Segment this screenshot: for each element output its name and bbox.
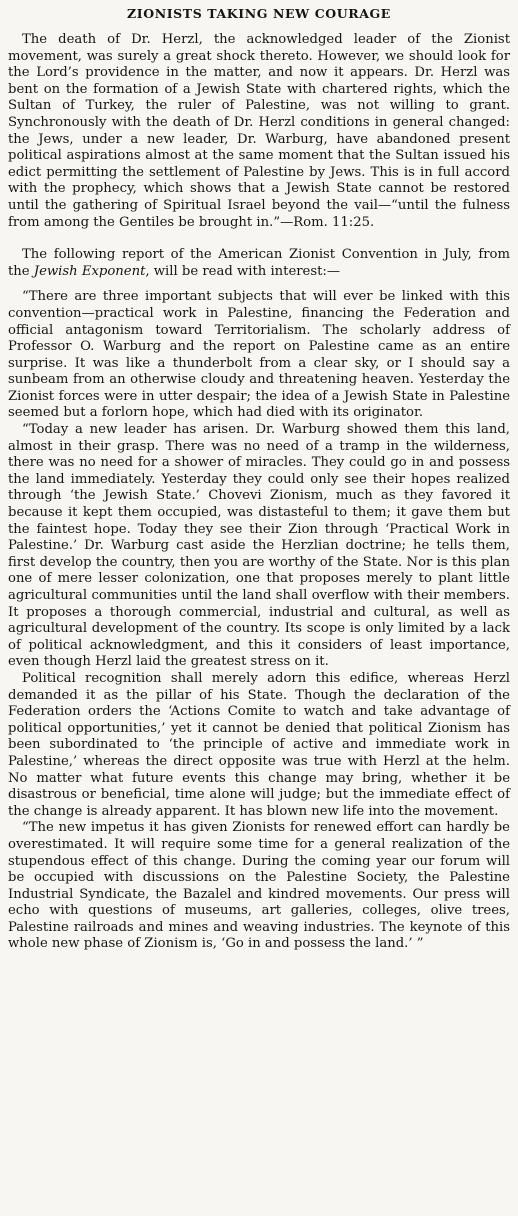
- paragraph-report-intro: [8, 247, 510, 280]
- paragraph-text: “Today a new leader has arisen. Dr. Warburg showed them this land, almost in their grasp. There was no need of a tramp in the wilderness, there was no need for a shower of miracles. They could go in and possess the land immediately. Yesterday they could only see their hopes realized through ‘the Jewish State.’ Chovevi Zionism, much as they favored it because it kept them occupied, was distasteful to them; it gave them but the faintest hope. Today they see their Zion through ‘Practical Work in Palestine.’ Dr. Warburg cast aside the Herzlian doctrine; he tells them, first develop the country, then you are worthy of the State. Nor is this plan one of mere lesser colonization, one that proposes merely to plant little agricultural communities until the land shall overflow with their members. It proposes a thorough commercial, industrial and cultural, as well as agricultural development of the country. Its scope is only limited by a lack of political acknowledgment, and this it considers of least importance, even though Herzl laid the greatest stress on it.: [8, 422, 510, 670]
- paragraph-new-leader: [8, 422, 510, 671]
- paragraph-text: , will be read with interest:—: [145, 263, 341, 279]
- paragraph-text: The death of Dr. Herzl, the acknowledged leader of the Zionist movement, was surely a great shock thereto. However, we should look for the Lord’s providence in the matter, and now it appears. Dr. Herzl was bent on the formation of a Jewish State with chartered rights, which the Sultan of Turkey, the ruler of Palestine, was not willing to grant. Synchronously with the death of Dr. Herzl conditions in general changed: the Jews, under a new leader, Dr. Warburg, have abandoned present political aspirations almost at the same moment that the Sultan issued his edict permitting the settlement of Palestine by Jews. This is in full accord with the prophecy, which shows that a Jewish State cannot be restored until the gathering of Spiritual Israel beyond the vail—“until the fulness from among the Gentiles be brought in.”—Rom. 11:25.: [8, 32, 510, 230]
- paragraph-text: Political recognition shall merely adorn this edifice, whereas Herzl demanded it as the pillar of his State. Though the declaration of the Federation orders the ‘Actions Comite to watch and take advantage of political opportunities,’ yet it cannot be denied that political Zionism has been subordinated to ‘the principle of active and immediate work in Palestine,’ whereas the direct opposite was true with Herzl at the helm. No matter what future events this change may bring, whether it be disastrous or beneficial, time alone will judge; but the immediate effect of the change is already apparent. It has blown new life into the movement.: [8, 670, 510, 819]
- paragraph-text: The following report of the American Zionist Convention in July, from the: [8, 247, 510, 279]
- publication-name: Jewish Exponent: [33, 263, 146, 279]
- paragraph-text: “There are three important subjects that will ever be linked with this convention—practical work in Palestine, financing the Federation and official antagonism toward Territorialism. The scholarly address of Professor O. Warburg and the report on Palestine came as an entire surprise. It was like a thunderbolt from a clear sky, or I should say a sunbeam from an otherwise cloudy and threatening heaven. Yesterday the Zionist forces were in utter despair; the idea of a Jewish State in Palestine seemed but a forlorn hope, which had died with its originator.: [8, 289, 510, 421]
- paragraph-political-recognition: [8, 671, 510, 820]
- paragraph-text: “The new impetus it has given Zionists for renewed effort can hardly be overestimated. It will require some time for a general realization of the stupendous effect of this change. During the coming year our forum will be occupied with discussions on the Palestine Society, the Palestine Industrial Syndicate, the Bazalel and kindred movements. Our press will echo with questions of museums, art galleries, colleges, olive trees, Palestine railroads and mines and weaving industries. The keynote of this whole new phase of Zionism is, ‘Go in and possess the land.’ ”: [8, 820, 510, 952]
- paragraph-herzl-death: [8, 32, 510, 231]
- paragraph-gap: [8, 280, 510, 289]
- article-title: ZIONISTS TAKING NEW COURAGE: [127, 6, 391, 21]
- paragraph-convention-subjects: [8, 289, 510, 422]
- paragraph-gap: [8, 231, 510, 247]
- paragraph-new-impetus: [8, 820, 510, 953]
